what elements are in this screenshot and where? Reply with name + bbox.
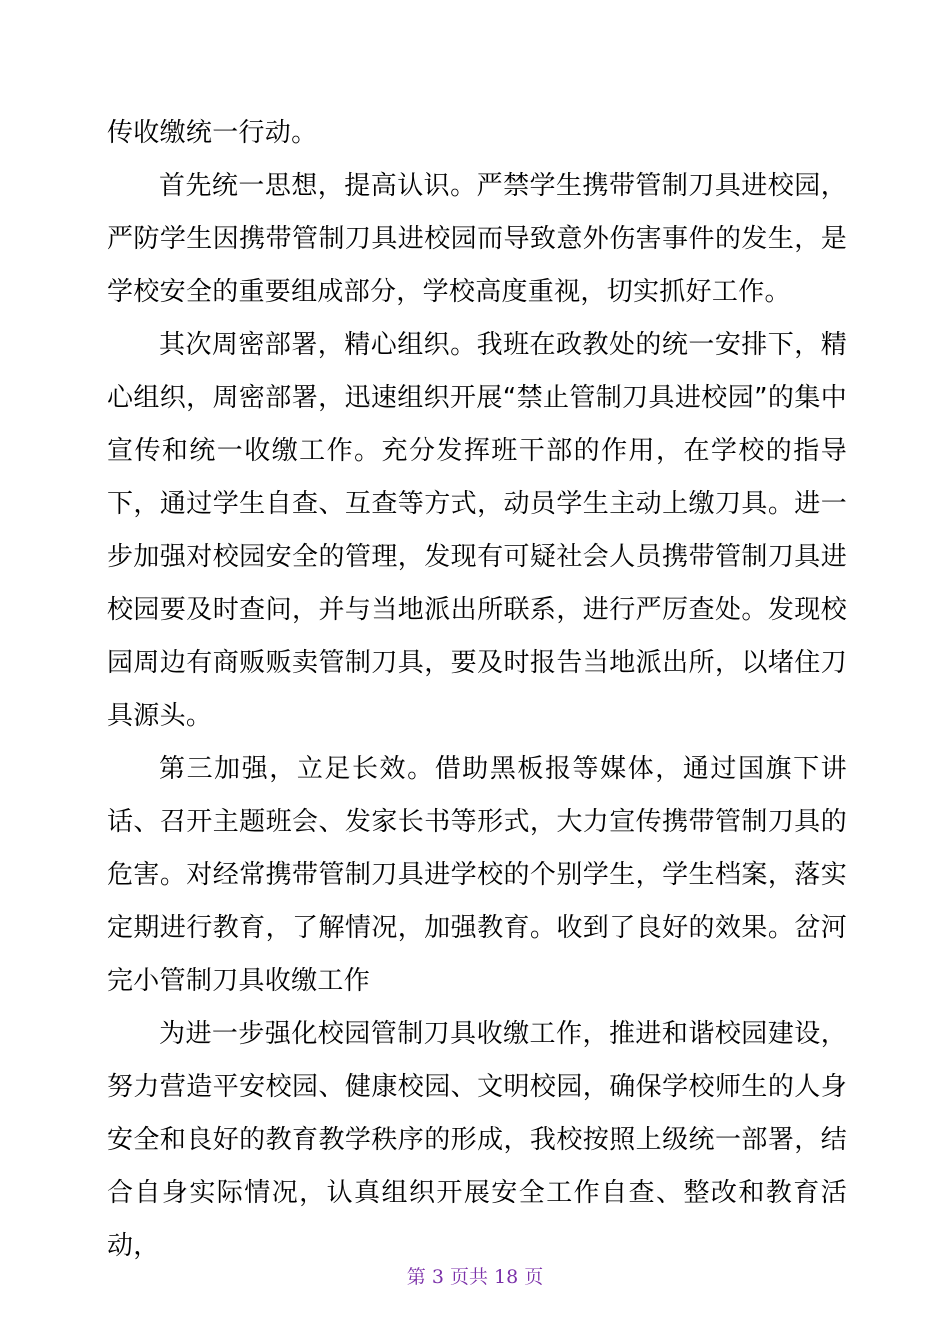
document-body [107, 107, 847, 1273]
paragraph-continuation: 传收缴统一行动。 [107, 118, 318, 148]
paragraph-long-term: 第三加强，立足长效。借助黑板报等媒体，通过国旗下讲话、召开主题班会、发家长书等形式，大力宣传携带管制刀具的危害。对经常携带管制刀具进学校的个别学生，学生档案，落实定期进行教育，了解情况，加强教育。收到了良好的效果。岔河完小管制刀具收缴工作 [107, 754, 847, 996]
paragraph-school-campaign: 为进一步强化校园管制刀具收缴工作，推进和谐校园建设，努力营造平安校园、健康校园、文明校园，确保学校师生的人身安全和良好的教育教学秩序的形成，我校按照上级统一部署，结合自身实际情况，认真组织开展安全工作自查、整改和教育活动， [107, 1019, 847, 1261]
paragraph-unify-thinking: 首先统一思想，提高认识。严禁学生携带管制刀具进校园，严防学生因携带管制刀具进校园而导致意外伤害事件的发生，是学校安全的重要组成部分，学校高度重视，切实抓好工作。 [107, 171, 847, 307]
page-number-footer: 第 3 页共 18 页 [406, 1266, 544, 1288]
paragraph-careful-deployment: 其次周密部署，精心组织。我班在政教处的统一安排下，精心组织，周密部署，迅速组织开展“禁止管制刀具进校园”的集中宣传和统一收缴工作。充分发挥班干部的作用，在学校的指导下，通过学生自查、互查等方式，动员学生主动上缴刀具。进一步加强对校园安全的管理，发现有可疑社会人员携带管制刀具进校园要及时查问，并与当地派出所联系，进行严厉查处。发现校园周边有商贩贩卖管制刀具，要及时报告当地派出所，以堵住刀具源头。 [107, 330, 847, 731]
